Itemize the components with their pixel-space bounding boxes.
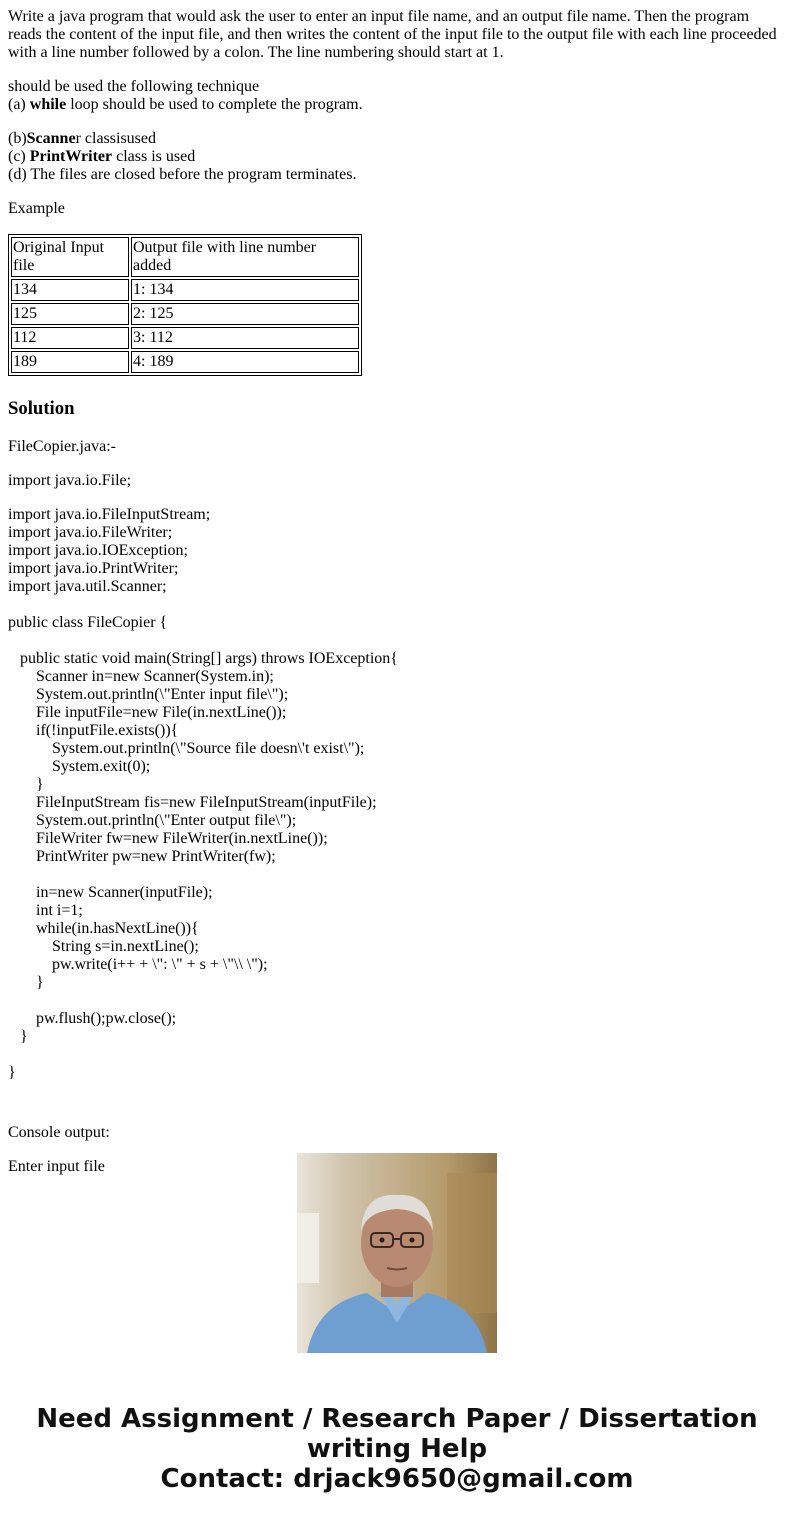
spacer (8, 1098, 786, 1124)
code-line: public class FileCopier { (8, 614, 168, 631)
code-line: } (8, 974, 44, 991)
technique-item-a: (a) while loop should be used to complete the program. (8, 96, 363, 113)
code-line: import java.util.Scanner; (8, 578, 167, 595)
keyword-printwriter: PrintWriter (29, 148, 113, 165)
code-line: } (8, 1064, 16, 1081)
code-line: System.out.println(\"Enter output file\"); (8, 812, 297, 829)
code-line: FileInputStream fis=new FileInputStream(inputFile); (8, 794, 377, 811)
author-avatar (297, 1153, 497, 1353)
code-line: public static void main(String[] args) throws IOException{ (8, 650, 398, 667)
table-cell: 125 (11, 303, 129, 325)
code-line: in=new Scanner(inputFile); (8, 884, 213, 901)
solution-heading: Solution (8, 398, 75, 419)
table-cell: 112 (11, 327, 129, 349)
code-line: } (8, 1028, 28, 1045)
table-header-cell: Output file with line number added (131, 237, 359, 277)
code-line (8, 632, 786, 650)
code-line: while(in.hasNextLine()){ (8, 920, 199, 937)
code-line: pw.write(i++ + \": \" + s + \"\\ \"); (8, 956, 268, 973)
console-line: Enter input file (8, 1158, 105, 1175)
technique-item-b: (b)Scanner classisused (8, 130, 156, 147)
table-row (11, 327, 359, 349)
table-header-row (11, 237, 359, 277)
solution-filename: FileCopier.java:- (8, 438, 116, 455)
code-line (8, 596, 786, 614)
footer-line: Need Assignment / Research Paper / Dissertation (36, 1404, 758, 1434)
table-cell: 3: 112 (131, 327, 359, 349)
code-line: if(!inputFile.exists()){ (8, 722, 179, 739)
example-label: Example (8, 200, 65, 217)
table-cell: 2: 125 (131, 303, 359, 325)
footer-banner (0, 1404, 794, 1494)
console-label: Console output: (8, 1124, 110, 1141)
keyword-while: while (29, 96, 67, 113)
code-line: System.out.println(\"Source file doesn\'t exist\"); (8, 740, 365, 757)
code-line: import java.io.FileInputStream; (8, 506, 211, 523)
code-line: File inputFile=new File(in.nextLine()); (8, 704, 287, 721)
keyword-scanner: Scanne (26, 130, 76, 147)
table-row (11, 279, 359, 301)
code-line: System.exit(0); (8, 758, 151, 775)
question-intro: Write a java program that would ask the user to enter an input file name, and an output file name. Then the program reads the content of the input file, and then writes the content of the input file to the output file with each line proceeded with a line number followed by a colon. The line numbering should start at 1. (8, 8, 777, 61)
code-line: import java.io.FileWriter; (8, 524, 173, 541)
code-line: pw.flush();pw.close(); (8, 1010, 177, 1027)
document-body (8, 8, 786, 1175)
footer-contact: Contact: drjack9650@gmail.com (160, 1464, 634, 1494)
table-header-cell: Original Input file (11, 237, 129, 277)
example-table (8, 234, 362, 376)
table-cell: 4: 189 (131, 351, 359, 373)
code-line (8, 992, 786, 1010)
code-line: import java.io.PrintWriter; (8, 560, 179, 577)
code-line: } (8, 776, 44, 793)
table-row (11, 351, 359, 373)
avatar-portrait-image (297, 1153, 497, 1353)
code-line: PrintWriter pw=new PrintWriter(fw); (8, 848, 276, 865)
table-cell: 1: 134 (131, 279, 359, 301)
table-row (11, 303, 359, 325)
technique-heading: should be used the following technique (8, 78, 260, 95)
code-line: import java.io.IOException; (8, 542, 188, 559)
code-line: Scanner in=new Scanner(System.in); (8, 668, 274, 685)
table-cell: 134 (11, 279, 129, 301)
technique-item-c: (c) PrintWriter class is used (8, 148, 196, 165)
code-line: System.out.println(\"Enter input file\"); (8, 686, 289, 703)
code-line: FileWriter fw=new FileWriter(in.nextLine()); (8, 830, 328, 847)
technique-block-2 (8, 130, 786, 184)
footer-line: writing Help (306, 1434, 488, 1464)
technique-item-d: (d) The files are closed before the program terminates. (8, 166, 357, 183)
code-import-file: import java.io.File; (8, 472, 132, 489)
code-line: String s=in.nextLine(); (8, 938, 199, 955)
code-line (8, 1046, 786, 1064)
code-line (8, 866, 786, 884)
technique-block (8, 78, 786, 114)
code-block (8, 506, 786, 1082)
table-cell: 189 (11, 351, 129, 373)
code-line: int i=1; (8, 902, 83, 919)
